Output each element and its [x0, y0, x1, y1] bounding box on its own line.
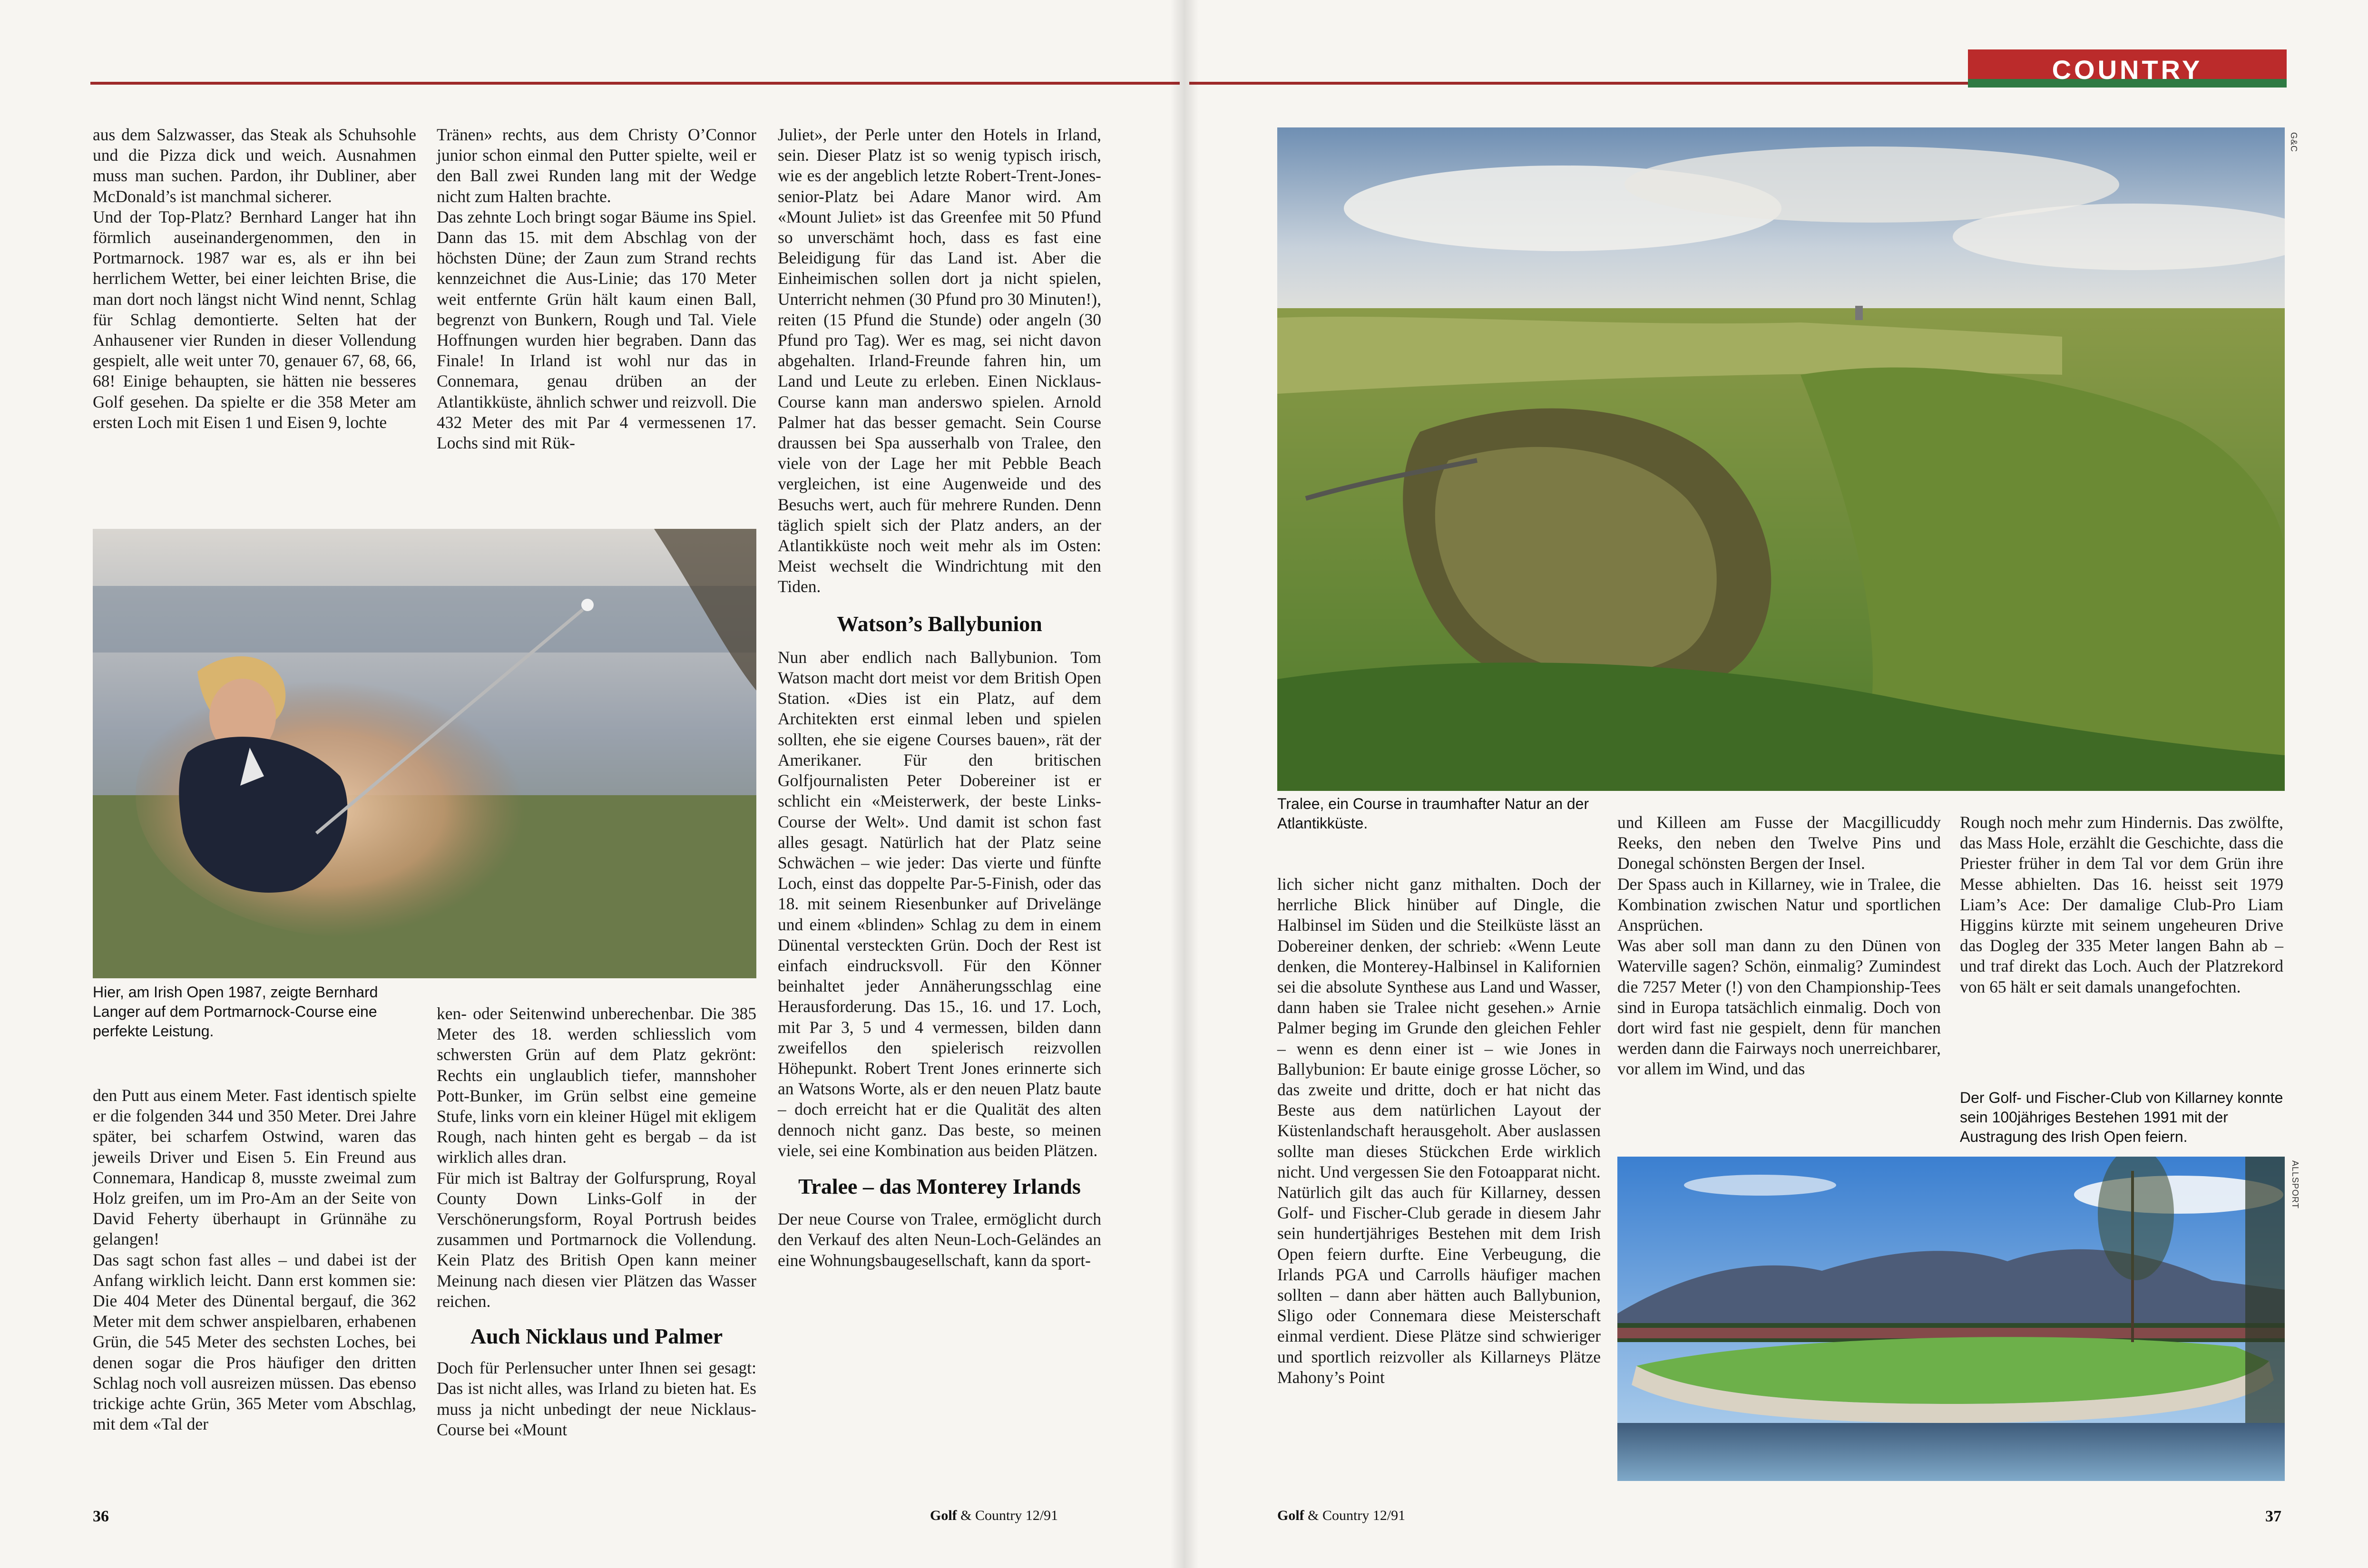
article-column-2-top: [437, 125, 756, 453]
footer-magazine-left: [930, 1508, 1058, 1524]
spread-gutter: [1170, 0, 1199, 1568]
header-rule: [1189, 82, 1968, 85]
body-text: lich sicher nicht ganz mithalten. Doch der herrliche Blick hinüber auf Dingle, die Halbinsel im Süden und die Steilküste lässt an Dobereiner denken, der schrieb: «Wenn Leute denken, die Monterey-Halbinsel in Kalifornien sei die absolute Synthese aus Land und Wasser, dann haben sie Tralee nicht gesehen.» Arnie Palmer beging im Grunde den gleichen Fehler – wenn es denn einer ist – wie Jones in Ballybunion: Er baute einige grosse Löcher, so das zweite und dritte, doch er hat nicht das Beste aus dem natürlichen Layout der Küstenlandschaft herausgeholt. Aber auslassen sollte man dieses Stückchen Erde wirklich nicht. Und vergessen Sie den Fotoapparat nicht. Natürlich gilt das auch für Killarney, dessen Golf- und Fischer-Club gerade in diesem Jahr sein hundertjähriges Bestehen mit dem Irish Open feiern durfte. Eine Verbeugung, die Irlands PGA und Carrolls häufiger machen sollten – dann aber hätten auch Ballybunion, Sligo oder Connemara diese Meisterschaft einmal verdient. Diese Plätze sind schwieriger und sportlich reizvoller als Killarneys Plätze Mahony’s Point: [1277, 875, 1601, 1387]
heading-tralee: Tralee – das Monterey Irlands: [798, 1174, 1081, 1198]
photo-caption-langer: Hier, am Irish Open 1987, zeigte Bernhard Langer auf dem Portmarnock-Course eine perfekte Leistung.: [93, 984, 378, 1040]
footer-magazine-right: [1277, 1508, 1405, 1524]
photo-langer-bunker: [93, 529, 756, 978]
article-column-1: [1277, 874, 1601, 1388]
photo-credit-killarney: ALLSPORT: [2290, 1160, 2300, 1209]
footer-magazine-name: Golf: [930, 1508, 957, 1523]
article-column-2: [1617, 812, 1941, 1080]
section-label-badge: [1968, 49, 2287, 88]
body-text: Tränen» rechts, aus dem Christy O’Connor junior schon einmal den Putter spielte, weil er den Ball zwei Runden lang mit der Wedge nicht zum Halten brachte. Das zehnte Loch bringt sogar Bäume ins Spiel. Dann das 15. mit dem Abschlag von der höchsten Düne; der Zaun zum Strand rechts kennzeichnet die Aus-Linie; das 170 Meter weit entfernte Grün hält kaum einen Ball, begrenzt von Bunkern, Rough und Tal. Viele Hoffnungen wurden hier begraben. Dann das Finale! In Irland ist wohl nur das in Connemara, genau drüben an der Atlantikküste, ähnlich schwer und reizvoll. Die 432 Meter des mit Par 4 vermessenen 17. Lochs sind mit Rük-: [437, 125, 756, 453]
body-text: Doch für Perlensucher unter Ihnen sei gesagt: Das ist nicht alles, was Irland zu bieten hat. Es muss ja nicht unbedingt der neue Nicklaus-Course bei «Mount: [437, 1358, 756, 1439]
body-text: Der neue Course von Tralee, ermöglicht durch den Verkauf des alten Neun-Loch-Geländes an eine Wohnungsbaugesellschaft, kann da sport-: [778, 1209, 1101, 1270]
article-column-3: [1960, 812, 2283, 997]
photo-caption-tralee: Tralee, ein Course in traumhafter Natur an der Atlantikküste.: [1277, 795, 1589, 832]
footer-magazine-name: Golf: [1277, 1508, 1304, 1523]
body-text: aus dem Salzwasser, das Steak als Schuhsohle und die Pizza dick und weich. Ausnahmen muss man suchen. Pardon, ihr Dubliner, aber McDonald’s ist manchmal sicherer. Und der Top-Platz? Bernhard Langer hat ihn förmlich auseinandergenommen, den in Portmarnock. 1987 war es, als er ihn bei herrlichem Wetter, bei einer leichten Brise, die man dort noch längst nicht Wind nennt, Schlag für Schlag demontierte. Selten hat der Anhausener vier Runden in dieser Vollendung gespielt, alle weit unter 70, genauer 67, 68, 66, 68! Einige behaupten, sie hätten nie besseres Golf gesehen. Da spielte er die 358 Meter am ersten Loch mit Eisen 1 und Eisen 9, lochte: [93, 125, 416, 432]
heading-watson: Watson’s Ballybunion: [837, 611, 1042, 636]
photo-tralee-course: [1277, 127, 2285, 791]
footer-magazine-issue: & Country 12/91: [1304, 1508, 1406, 1523]
left-page: [0, 0, 1180, 1568]
footer-magazine-issue: & Country 12/91: [957, 1508, 1058, 1523]
body-text: Juliet», der Perle unter den Hotels in Irland, sein. Dieser Platz ist so wenig typisch irisch, wie es der angeblich letzte Robert-Trent-Jones-senior-Platz bei Adare Manor wird. Am «Mount Juliet» ist das Greenfee mit 50 Pfund so unverschämt hoch, dass es fast eine Beleidigung für das Land ist. Aber die Einheimischen sollen dort ja nicht spielen, Unterricht nehmen (30 Pfund pro 30 Minuten!), reiten (15 Pfund die Stunde) oder angeln (30 Pfund pro Tag). Wer es mag, sei nicht davon abgehalten. Irland-Freunde fahren hin, um Land und Leute zu erleben. Einen Nicklaus-Course kann man anderswo spielen. Arnold Palmer hat das besser gemacht. Sein Course draussen bei Spa ausserhalb von Tralee, den viele von der Lage her mit Pebble Beach vergleichen, ist eine Augenweide und des Besuchs wert, auch für mehrere Runden. Denn täglich spielt sich der Platz anders, an der Atlantikküste noch weit mehr als im Osten: Meist wechselt die Windrichtung mit den Tiden.: [778, 125, 1101, 596]
body-text: Nun aber endlich nach Ballybunion. Tom Watson macht dort meist vor dem British Open Station. «Dies ist ein Platz, auf dem Architekten erst einmal leben und spielen sollten, ehe sie eigene Courses bauen», rät der Amerikaner. Für den britischen Golfjournalisten Peter Dobereiner ist er schlicht ein «Meisterwerk, der beste Links-Course der Welt». Und damit ist schon fast alles gesagt. Natürlich hat der Platz seine Schwächen – wie jeder: Das vierte und fünfte Loch, einst das doppelte Par-5-Finish, oder das 18. mit seinem Riesenbunker auf Drivelänge und einem «blinden» Schlag zu dem in einem Dünental versteckten Grün. Doch der Rest ist einfach eindrucksvoll. Für den Könner beinhaltet jeder Annäherungsschlag eine Herausforderung. Das 15., 16. und 17. Loch, mit Par 3, 5 und 4 vermessen, bilden dann zweifellos den spielerisch reizvollen Höhepunkt. Robert Trent Jones erinnerte sich an Watsons Worte, als er den neuen Platz baute – doch erreicht hat er die Qualität des alten dennoch nicht ganz. Das beste, so meinen viele, sei eine Kombination aus beiden Plätzen.: [778, 647, 1101, 1160]
body-text: den Putt aus einem Meter. Fast identisch spielte er die folgenden 344 und 350 Meter. Drei Jahre später, bei scharfem Ostwind, waren das jeweils Driver und Eisen 5. Ein Freund aus Connemara, Handicap 8, musste zweimal zum Holz greifen, um im Pro-Am an der Seite von David Feherty überhaupt in Grünnähe zu gelangen! Das sagt schon fast alles – und dabei ist der Anfang wirklich leicht. Dann erst kommen sie: Die 404 Meter des Dünental bergauf, die 362 Meter mit dem schwer anspielbaren, erhabenen Grün, die 545 Meter des sechsten Loches, bei denen sogar die Pros häufiger den dritten Schlag noch voll ausreizen müssen. Das ebenso trickige achte Grün, 365 Meter vom Abschlag, mit dem «Tal der: [93, 1086, 416, 1434]
photo-langer-image: [93, 529, 756, 978]
article-column-1-top: [93, 125, 416, 433]
body-text: ken- oder Seitenwind unberechenbar. Die 385 Meter des 18. werden schliesslich vom schwersten Grün auf dem Platz gekrönt: Rechts ein unglaublich tiefer, mannshoher Pott-Bunker, im Grün selbst eine gemeine Stufe, links vorn ein kleiner Hügel mit ekligem Rough, nach hinten geht es bergab – da ist wirklich alles dran. Für mich ist Baltray der Golfursprung, Royal County Down Links-Golf in der Verschönerungsform, Royal Portrush beides zusammen und Portmarnock die Vollendung. Kein Platz des British Open kann meiner Meinung nach diesen vier Plätzen das Wasser reichen.: [437, 1004, 756, 1311]
right-page: [1180, 0, 2368, 1568]
article-column-2-bottom: [437, 1003, 756, 1440]
article-column-3: [778, 125, 1101, 1271]
page-number-right: 37: [2265, 1508, 2281, 1525]
article-column-1-bottom: [93, 1085, 416, 1434]
photo-tralee-image: [1277, 127, 2285, 791]
photo-killarney-image: [1617, 1157, 2285, 1481]
section-label: COUNTRY: [2052, 55, 2203, 85]
photo-killarney-green: [1617, 1157, 2285, 1481]
page-number-left: 36: [93, 1508, 109, 1525]
header-rule: [90, 82, 1180, 85]
heading-nicklaus: Auch Nicklaus und Palmer: [470, 1324, 723, 1349]
body-text: und Killeen am Fusse der Macgillicuddy Reeks, den neben den Twelve Pins und Donegal schönsten Bergen der Insel. Der Spass auch in Killarney, wie in Tralee, die Kombination zwischen Natur und sportlichen Ansprüchen. Was aber soll man dann zu den Dünen von Waterville sagen? Schön, einmalig? Zumindest die 7257 Meter (!) von den Championship-Tees sind in Europa tatsächlich einmalig. Doch von dort wird fast nie gespielt, denn für manchen werden dann die Fairways noch unerreichbarer, vor allem im Wind, und das: [1617, 813, 1941, 1079]
body-text: Rough noch mehr zum Hindernis. Das zwölfte, das Mass Hole, erzählt die Geschichte, dass die Priester früher in dem Tal vor dem Grün ihre Messe abhielten. Das 16. heisst seit 1979 Liam’s Ace: Der damalige Club-Pro Liam Higgins kürzte mit seinem ungeheuren Drive das Dogleg der 335 Meter langen Bahn ab – und traf direkt das Loch. Auch der Platzrekord von 65 hält er seit damals unangefochten.: [1960, 813, 2283, 996]
photo-credit-tralee: G&C: [2289, 132, 2299, 153]
photo-caption-killarney: Der Golf- und Fischer-Club von Killarney konnte sein 100jähriges Bestehen 1991 mit der Austragung des Irish Open feiern.: [1960, 1089, 2283, 1145]
